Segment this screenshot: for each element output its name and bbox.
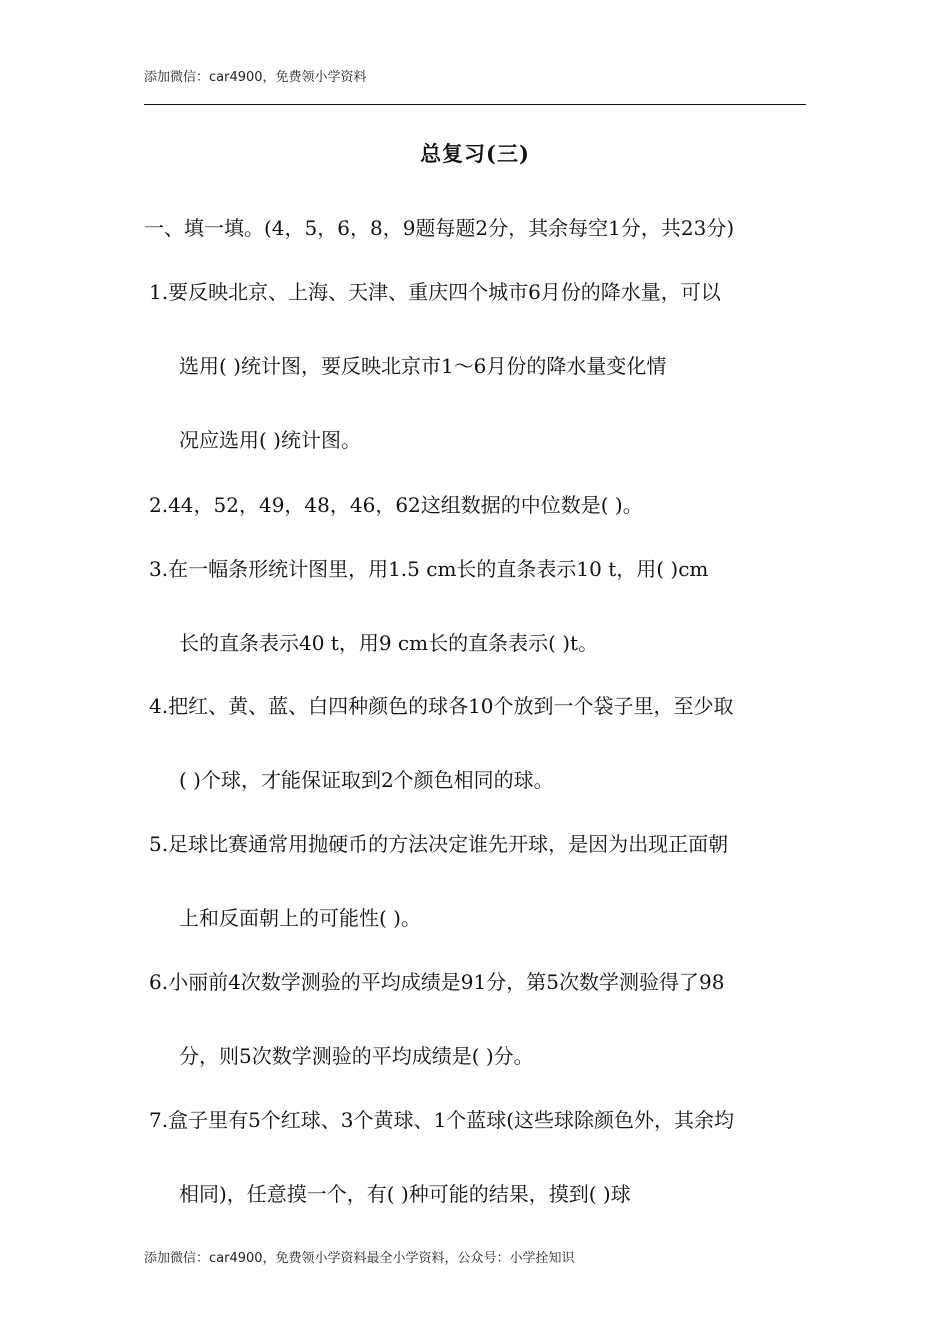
question-line: 3.在一幅条形统计图里，用1.5 cm长的直条表示10 t，用( )cm [149,557,709,581]
header-note: 添加微信：car4900，免费领小学资料 [144,70,367,85]
question-line: 5.足球比赛通常用抛硬币的方法决定谁先开球，是因为出现正面朝 [149,832,729,856]
question-line: 长的直条表示40 t，用9 cm长的直条表示( )t。 [179,631,599,655]
header-divider [144,104,806,105]
page-title: 总复习(三) [420,141,530,166]
question-line: 况应选用( )统计图。 [179,428,361,452]
question-line: 2.44，52，49，48，46，62这组数据的中位数是( )。 [149,493,643,517]
section-heading: 一、填一填。(4，5，6，8，9题每题2分，其余每空1分，共23分) [144,216,735,240]
question-line: 6.小丽前4次数学测验的平均成绩是91分，第5次数学测验得了98 [149,970,725,994]
footer-note: 添加微信：car4900，免费领小学资料最全小学资料，公众号：小学拴知识 [144,1251,575,1266]
question-line: 7.盒子里有5个红球、3个黄球、1个蓝球(这些球除颜色外，其余均 [149,1108,735,1132]
question-line: ( )个球，才能保证取到2个颜色相同的球。 [179,768,554,792]
question-line: 1.要反映北京、上海、天津、重庆四个城市6月份的降水量，可以 [149,280,721,304]
question-line: 选用( )统计图，要反映北京市1～6月份的降水量变化情 [179,354,667,378]
question-line: 4.把红、黄、蓝、白四种颜色的球各10个放到一个袋子里，至少取 [149,694,734,718]
question-line: 分，则5次数学测验的平均成绩是( )分。 [179,1044,534,1068]
question-line: 上和反面朝上的可能性( )。 [179,906,421,930]
question-line: 相同)，任意摸一个，有( )种可能的结果，摸到( )球 [179,1182,631,1206]
